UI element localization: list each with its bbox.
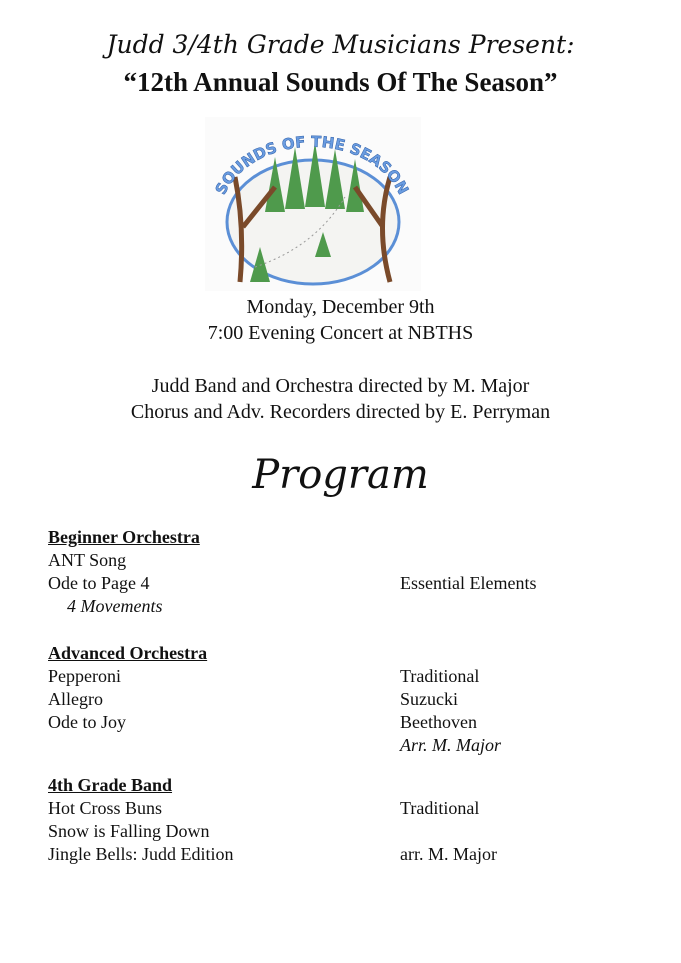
concert-title: “12th Annual Sounds Of The Season” <box>123 67 558 97</box>
piece-arranger: Arr. M. Major <box>400 735 502 755</box>
director-line-1: Judd Band and Orchestra directed by M. Major <box>151 375 530 397</box>
presenter-line: Judd 3/4th Grade Musicians Present: <box>106 30 575 59</box>
section-heading: Beginner Orchestra <box>48 527 200 547</box>
piece-credit: Essential Elements <box>400 573 537 593</box>
piece-title: Allegro <box>48 689 103 709</box>
event-date: Monday, December 9th <box>246 296 435 318</box>
piece-title: Ode to Page 4 <box>48 573 150 593</box>
piece-title: Hot Cross Buns <box>48 798 163 818</box>
piece-credit: Traditional <box>400 666 480 686</box>
piece-credit: Beethoven <box>400 712 477 732</box>
section-heading: Advanced Orchestra <box>48 643 208 663</box>
piece-title: Snow is Falling Down <box>48 821 210 841</box>
piece-credit: arr. M. Major <box>400 844 497 864</box>
event-time-location: 7:00 Evening Concert at NBTHS <box>207 322 474 344</box>
director-line-2: Chorus and Adv. Recorders directed by E. Perryman <box>130 401 551 423</box>
piece-title: Jingle Bells: Judd Edition <box>48 844 234 864</box>
piece-title: ANT Song <box>48 550 127 570</box>
program-heading: Program <box>252 452 429 498</box>
piece-note: 4 Movements <box>67 596 163 616</box>
svg-text:SOUNDS OF THE SEASON: SOUNDS OF THE SEASON <box>211 132 413 198</box>
piece-title: Pepperoni <box>48 666 121 686</box>
section-heading: 4th Grade Band <box>48 775 173 795</box>
piece-credit: Suzucki <box>400 689 458 709</box>
sounds-of-the-season-logo <box>205 117 421 291</box>
piece-title: Ode to Joy <box>48 712 126 732</box>
piece-credit: Traditional <box>400 798 480 818</box>
